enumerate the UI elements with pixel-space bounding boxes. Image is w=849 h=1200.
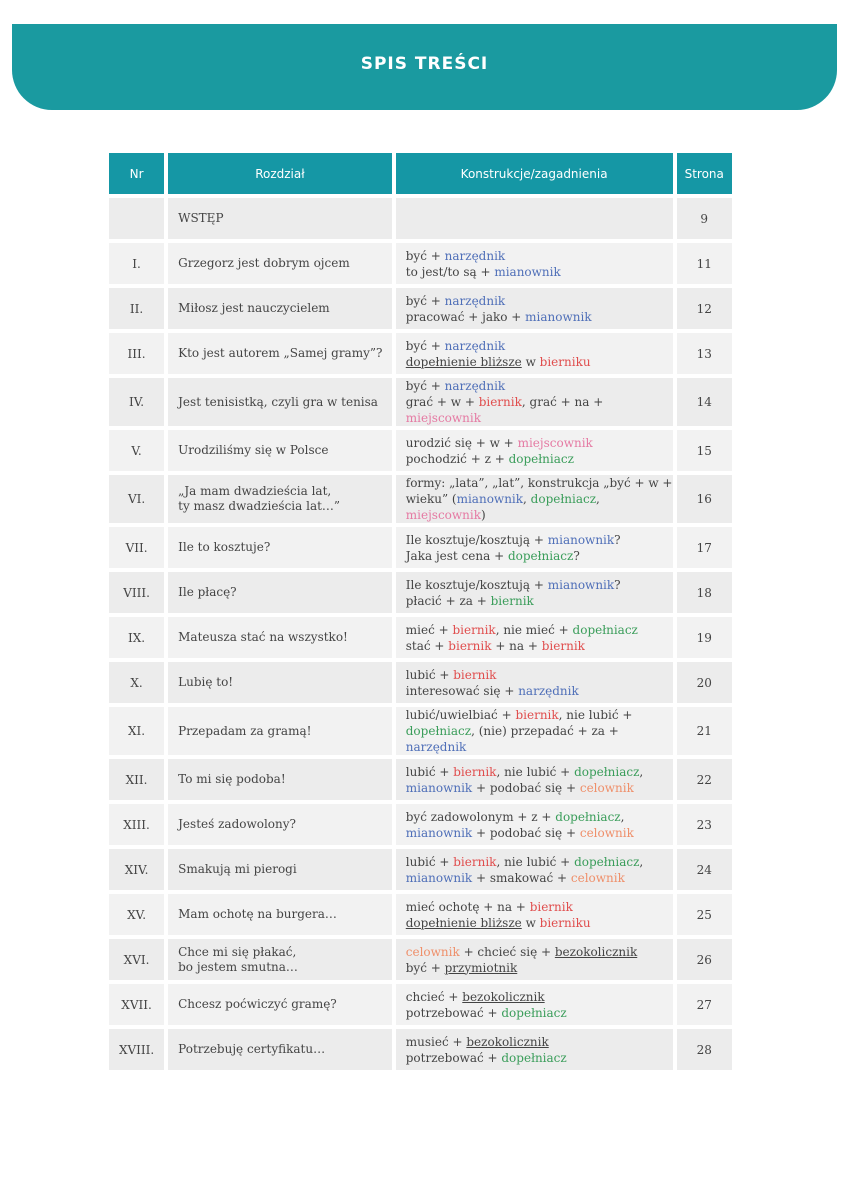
page-number[interactable]: 15 <box>677 430 733 471</box>
chapter-title[interactable] <box>168 333 392 374</box>
table-row <box>109 198 732 239</box>
grammar-case-term: narzędnik <box>518 683 579 698</box>
table-row <box>109 707 732 755</box>
topic-text: , grać + na + <box>521 395 604 409</box>
grammar-case-term: mianownik <box>494 264 561 279</box>
grammar-case-term: bierniku <box>539 915 591 930</box>
topic-text: chcieć + <box>405 989 463 1004</box>
topic-line <box>406 548 673 564</box>
topic-line <box>406 638 673 654</box>
topic-text: być + <box>405 293 445 308</box>
table-header-row <box>109 153 732 194</box>
grammar-case-term: dopełniacz <box>555 809 621 824</box>
table-row <box>109 288 732 329</box>
chapter-title-line: Jest tenisistką, czyli gra w tenisa <box>178 394 378 409</box>
topic-text: , <box>620 809 625 824</box>
chapter-title-line: To mi się podoba! <box>178 772 286 786</box>
page-number[interactable]: 25 <box>677 894 733 935</box>
chapter-number: XVIII. <box>109 1029 164 1070</box>
chapter-title[interactable] <box>168 849 392 890</box>
grammar-case-term: miejscownik <box>517 435 593 450</box>
topic-text: bezokolicznik <box>554 944 638 959</box>
page-number[interactable]: 17 <box>677 527 733 568</box>
topic-line <box>406 491 673 523</box>
topic-text: , nie lubić + <box>496 764 575 779</box>
chapter-title-line: Ile to kosztuje? <box>178 540 271 554</box>
table-row <box>109 1029 732 1070</box>
topic-line <box>406 435 673 451</box>
topic-text: płacić + za + <box>405 593 491 608</box>
grammar-case-term: biernik <box>453 854 497 869</box>
chapter-number <box>109 198 164 239</box>
chapter-title-line: ty masz dwadzieścia lat…” <box>178 499 341 513</box>
table-row <box>109 617 732 658</box>
grammar-case-term: biernik <box>478 395 522 409</box>
topic-text: urodzić się + w + <box>405 435 518 450</box>
chapter-number: XV. <box>109 894 164 935</box>
page-number[interactable]: 16 <box>677 475 733 523</box>
topic-line <box>406 622 673 638</box>
chapter-topics <box>396 894 673 935</box>
grammar-case-term: miejscownik <box>405 411 482 425</box>
chapter-title[interactable] <box>168 707 392 755</box>
topic-text: musieć + <box>405 1034 467 1049</box>
topic-line <box>406 354 673 370</box>
topic-text: ? <box>614 577 621 592</box>
grammar-case-term: dopełniacz <box>572 622 638 637</box>
topic-text: , <box>523 492 531 506</box>
chapter-topics <box>396 430 673 471</box>
chapter-title-line: Chcesz poćwiczyć gramę? <box>178 997 337 1011</box>
topic-line <box>406 451 673 467</box>
table-row <box>109 804 732 845</box>
topic-text: stać + <box>405 638 449 653</box>
chapter-number: II. <box>109 288 164 329</box>
topic-text: być + <box>405 248 445 263</box>
table-row <box>109 378 732 426</box>
topic-text: lubić + <box>405 667 454 682</box>
topic-line <box>406 667 673 683</box>
topic-text: lubić + <box>405 854 454 869</box>
chapter-topics <box>396 939 673 980</box>
chapter-topics <box>396 804 673 845</box>
chapter-title[interactable] <box>168 475 392 523</box>
chapter-number: XII. <box>109 759 164 800</box>
grammar-case-term: biernik <box>453 667 497 682</box>
page-number[interactable]: 18 <box>677 572 733 613</box>
chapter-title[interactable] <box>168 894 392 935</box>
topic-line <box>406 780 673 796</box>
chapter-title[interactable] <box>168 378 392 426</box>
chapter-topics <box>396 572 673 613</box>
chapter-title-line: Grzegorz jest dobrym ojcem <box>178 256 350 270</box>
grammar-case-term: narzędnik <box>405 740 467 754</box>
table-row <box>109 527 732 568</box>
topic-line <box>406 1005 673 1021</box>
chapter-topics <box>396 707 673 755</box>
topic-text: , <box>596 492 600 506</box>
grammar-case-term: mianownik <box>547 532 615 547</box>
topic-line <box>406 683 673 699</box>
topic-text: to jest/to są + <box>405 264 495 279</box>
grammar-case-term: mianownik <box>547 577 615 592</box>
chapter-topics <box>396 378 673 426</box>
chapter-title-line: Chce mi się płakać, <box>178 944 297 959</box>
chapter-title[interactable] <box>168 430 392 471</box>
grammar-case-term: biernik <box>452 622 496 637</box>
topic-line <box>406 870 673 886</box>
topic-text: dopełnienie bliższe <box>405 915 522 930</box>
chapter-title-line: Mateusza stać na wszystko! <box>178 630 348 644</box>
topic-text: w <box>521 915 540 930</box>
chapter-topics <box>396 527 673 568</box>
topic-text: wieku” ( <box>405 492 457 506</box>
column-header-topics: Konstrukcje/zagadnienia <box>396 153 673 194</box>
grammar-case-term: biernik <box>529 899 573 914</box>
table-of-contents <box>105 149 736 1074</box>
topic-line <box>406 475 673 491</box>
grammar-case-term: narzędnik <box>444 293 506 308</box>
topic-text: + smakować + <box>472 870 571 885</box>
table-row <box>109 430 732 471</box>
grammar-case-term: dopełniacz <box>405 724 472 738</box>
topic-line <box>406 293 673 309</box>
grammar-case-term: biernik <box>448 638 492 653</box>
table-row <box>109 939 732 980</box>
topic-line <box>406 960 673 976</box>
topic-text: bezokolicznik <box>462 989 545 1004</box>
table-row <box>109 894 732 935</box>
chapter-number: IV. <box>109 378 164 426</box>
column-header-chapter: Rozdział <box>168 153 392 194</box>
chapter-title-line: Jesteś zadowolony? <box>178 817 296 831</box>
grammar-case-term: biernik <box>490 593 534 608</box>
chapter-number: III. <box>109 333 164 374</box>
topic-text: być + <box>405 960 445 975</box>
grammar-case-term: narzędnik <box>444 248 506 263</box>
column-header-nr: Nr <box>109 153 164 194</box>
topic-text: + podobać się + <box>472 825 580 840</box>
topic-text: dopełnienie bliższe <box>405 354 522 369</box>
page-number[interactable]: 23 <box>677 804 733 845</box>
topic-text: przymiotnik <box>444 960 518 975</box>
topic-line <box>406 309 673 325</box>
chapter-title[interactable] <box>168 572 392 613</box>
chapter-title[interactable] <box>168 759 392 800</box>
table-row <box>109 849 732 890</box>
table-row <box>109 572 732 613</box>
chapter-number: VII. <box>109 527 164 568</box>
chapter-title[interactable] <box>168 243 392 284</box>
topic-text: być + <box>405 338 445 353</box>
topic-text: grać + w + <box>405 395 479 409</box>
chapter-title-line: Ile płacę? <box>178 585 237 599</box>
chapter-number: IX. <box>109 617 164 658</box>
chapter-title[interactable] <box>168 1029 392 1070</box>
chapter-topics <box>396 617 673 658</box>
topic-text: + chcieć się + <box>459 944 555 959</box>
chapter-title-line: Przepadam za gramą! <box>178 723 312 738</box>
chapter-title-line: Kto jest autorem „Samej gramy”? <box>178 346 383 360</box>
grammar-case-term: dopełniacz <box>501 1050 567 1065</box>
grammar-case-term: miejscownik <box>405 508 482 522</box>
chapter-title-line: WSTĘP <box>178 211 224 225</box>
topic-line <box>406 1050 673 1066</box>
chapter-number: V. <box>109 430 164 471</box>
topic-text: + na + <box>491 638 542 653</box>
chapter-topics <box>396 475 673 523</box>
chapter-topics <box>396 662 673 703</box>
page-number[interactable]: 11 <box>677 243 733 284</box>
topic-text: Ile kosztuje/kosztują + <box>405 532 548 547</box>
chapter-title-line: Smakują mi pierogi <box>178 862 297 876</box>
grammar-case-term: mianownik <box>405 825 473 840</box>
grammar-case-term: dopełniacz <box>508 451 574 466</box>
chapter-number: XVII. <box>109 984 164 1025</box>
topic-text: , (nie) przepadać + za + <box>471 724 619 738</box>
topic-text: , <box>639 854 644 869</box>
page-number[interactable]: 27 <box>677 984 733 1025</box>
topic-text: + podobać się + <box>472 780 580 795</box>
topic-text: potrzebować + <box>405 1005 502 1020</box>
grammar-case-term: bierniku <box>539 354 591 369</box>
topic-line <box>406 394 673 426</box>
topic-line <box>406 264 673 280</box>
chapter-title[interactable] <box>168 662 392 703</box>
topic-line <box>406 944 673 960</box>
table-row <box>109 333 732 374</box>
chapter-number: VIII. <box>109 572 164 613</box>
topic-line <box>406 1034 673 1050</box>
chapter-title[interactable] <box>168 617 392 658</box>
topic-text: , nie mieć + <box>495 622 573 637</box>
topic-text: Jaka jest cena + <box>405 548 508 563</box>
grammar-case-term: biernik <box>515 708 559 722</box>
chapter-number: XIV. <box>109 849 164 890</box>
grammar-case-term: celownik <box>579 825 634 840</box>
grammar-case-term: dopełniacz <box>574 764 640 779</box>
chapter-number: VI. <box>109 475 164 523</box>
topic-text: ? <box>614 532 621 547</box>
chapter-title-line: „Ja mam dwadzieścia lat, <box>178 484 332 498</box>
page-number[interactable]: 22 <box>677 759 733 800</box>
topic-text: być zadowolonym + z + <box>405 809 556 824</box>
topic-text: pracować + jako + <box>405 309 526 324</box>
topic-line <box>406 899 673 915</box>
grammar-case-term: celownik <box>579 780 634 795</box>
topic-text: interesować się + <box>405 683 519 698</box>
chapter-topics <box>396 243 673 284</box>
topic-line <box>406 248 673 264</box>
table-row <box>109 662 732 703</box>
topic-text: , <box>639 764 644 779</box>
chapter-topics <box>396 849 673 890</box>
topic-line <box>406 809 673 825</box>
topic-text: bezokolicznik <box>466 1034 549 1049</box>
page-title: SPIS TREŚCI <box>360 54 489 74</box>
topic-line <box>406 764 673 780</box>
grammar-case-term: mianownik <box>456 492 524 506</box>
chapter-number: XVI. <box>109 939 164 980</box>
topic-line <box>406 825 673 841</box>
chapter-number: XI. <box>109 707 164 755</box>
topic-text: być + <box>405 379 445 393</box>
chapter-title-line: bo jestem smutna… <box>178 959 298 974</box>
topic-text: lubić + <box>405 764 454 779</box>
chapter-title[interactable] <box>168 198 392 239</box>
topic-line <box>406 593 673 609</box>
grammar-case-term: biernik <box>541 638 585 653</box>
table-row <box>109 759 732 800</box>
topic-line <box>406 854 673 870</box>
topic-text: formy: „lata”, „lat”, konstrukcja „być + w + <box>405 476 673 490</box>
page-number[interactable]: 9 <box>677 198 733 239</box>
topic-text: , nie lubić + <box>558 708 633 722</box>
chapter-topics <box>396 984 673 1025</box>
table-row <box>109 475 732 523</box>
chapter-topics <box>396 198 673 239</box>
chapter-title-line: Urodziliśmy się w Polsce <box>178 443 329 457</box>
topic-text: ? <box>573 548 580 563</box>
chapter-title[interactable] <box>168 939 392 980</box>
page-number[interactable]: 24 <box>677 849 733 890</box>
page-number[interactable]: 21 <box>677 707 733 755</box>
topic-line <box>406 378 673 394</box>
chapter-title-line: Miłosz jest nauczycielem <box>178 301 330 315</box>
grammar-case-term: mianownik <box>405 870 473 885</box>
grammar-case-term: mianownik <box>525 309 592 324</box>
page-number[interactable]: 12 <box>677 288 733 329</box>
grammar-case-term: dopełniacz <box>530 492 597 506</box>
topic-line <box>406 723 673 755</box>
grammar-case-term: narzędnik <box>444 379 506 393</box>
topic-text: , nie lubić + <box>496 854 575 869</box>
topic-text: w <box>521 354 540 369</box>
page-number[interactable]: 19 <box>677 617 733 658</box>
chapter-topics <box>396 288 673 329</box>
grammar-case-term: narzędnik <box>444 338 506 353</box>
table-row <box>109 243 732 284</box>
chapter-title-line: Mam ochotę na burgera… <box>178 907 337 921</box>
page-number[interactable]: 26 <box>677 939 733 980</box>
topic-text: mieć ochotę + na + <box>405 899 530 914</box>
column-header-page: Strona <box>677 153 733 194</box>
grammar-case-term: dopełniacz <box>501 1005 567 1020</box>
header-banner <box>12 24 837 110</box>
page-number[interactable]: 20 <box>677 662 733 703</box>
chapter-topics <box>396 1029 673 1070</box>
topic-line <box>406 338 673 354</box>
chapter-title-line: Lubię to! <box>178 675 234 689</box>
page-number[interactable]: 14 <box>677 378 733 426</box>
chapter-topics <box>396 759 673 800</box>
topic-text: lubić/uwielbiać + <box>405 708 516 722</box>
topic-line <box>406 989 673 1005</box>
topic-line <box>406 577 673 593</box>
chapter-title[interactable] <box>168 527 392 568</box>
chapter-number: I. <box>109 243 164 284</box>
topic-text: ) <box>481 508 486 522</box>
grammar-case-term: biernik <box>453 764 497 779</box>
grammar-case-term: dopełniacz <box>507 548 574 563</box>
grammar-case-term: mianownik <box>405 780 473 795</box>
table-row <box>109 984 732 1025</box>
topic-line <box>406 915 673 931</box>
grammar-case-term: dopełniacz <box>574 854 640 869</box>
chapter-topics <box>396 333 673 374</box>
chapter-title[interactable] <box>168 984 392 1025</box>
chapter-title-line: Potrzebuję certyfikatu… <box>178 1042 326 1056</box>
page-number[interactable]: 13 <box>677 333 733 374</box>
page-number[interactable]: 28 <box>677 1029 733 1070</box>
topic-text: potrzebować + <box>405 1050 502 1065</box>
grammar-case-term: celownik <box>405 944 460 959</box>
topic-text: pochodzić + z + <box>405 451 509 466</box>
topic-text: Ile kosztuje/kosztują + <box>405 577 548 592</box>
grammar-case-term: celownik <box>570 870 625 885</box>
chapter-number: X. <box>109 662 164 703</box>
topic-line <box>406 532 673 548</box>
chapter-title[interactable] <box>168 804 392 845</box>
chapter-number: XIII. <box>109 804 164 845</box>
chapter-title[interactable] <box>168 288 392 329</box>
topic-line <box>406 707 673 723</box>
topic-text: mieć + <box>405 622 453 637</box>
